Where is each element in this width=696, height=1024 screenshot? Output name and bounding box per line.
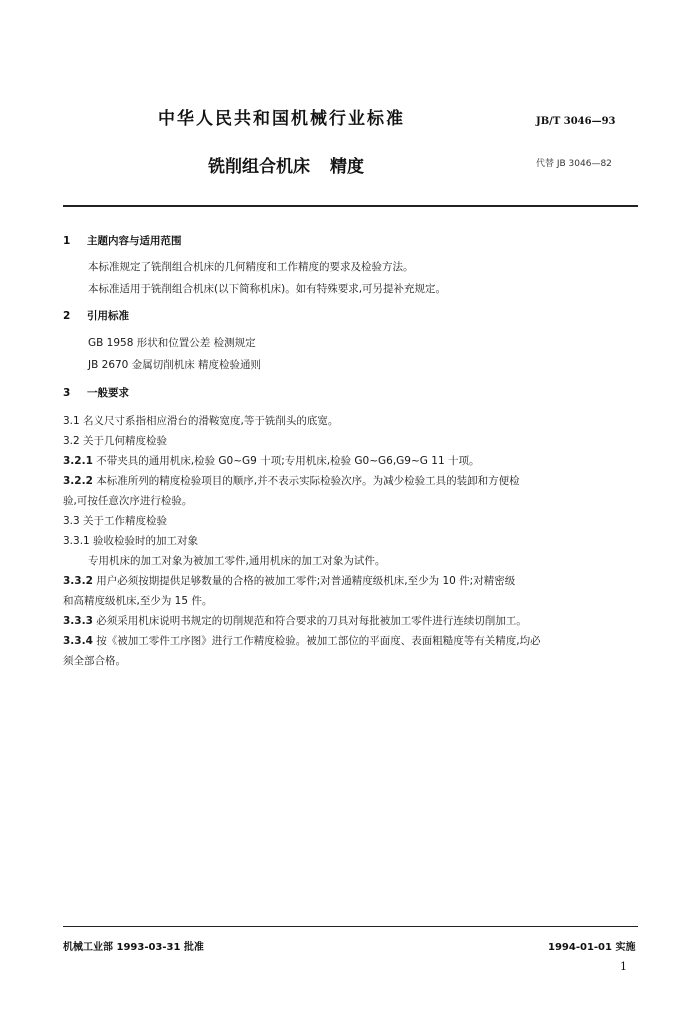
clause-3-3-3-number: 3.3.3 bbox=[63, 615, 93, 627]
clause-3-3-4-text-line-2: 须全部合格。 bbox=[63, 655, 126, 667]
clause-3-2-1-number: 3.2.1 bbox=[63, 455, 93, 467]
clause-3-2-2-number: 3.2.2 bbox=[63, 475, 93, 487]
reference-gb-1958: GB 1958 形状和位置公差 检测规定 bbox=[88, 337, 256, 349]
clause-3-3-2-text-line-2: 和高精度级机床,至少为 15 件。 bbox=[63, 595, 213, 607]
clause-3-2-2-text-line-1: 本标准所列的精度检验项目的顺序,并不表示实际检验次序。为减少检验工具的装卸和方便检 bbox=[92, 475, 520, 487]
clause-3-2-1 bbox=[63, 453, 479, 468]
section-1-paragraph-2: 本标准适用于铣削组合机床(以下简称机床)。如有特殊要求,可另提补充规定。 bbox=[88, 283, 447, 295]
standard-code: JB/T 3046—93 bbox=[536, 116, 616, 127]
section-1-title: 主题内容与适用范围 bbox=[87, 235, 182, 247]
clause-3-3-4-number: 3.3.4 bbox=[63, 635, 93, 647]
replaces-note: 代替 JB 3046—82 bbox=[536, 159, 612, 169]
clause-3-3-4-text-line-1: 按《被加工零件工序图》进行工作精度检验。被加工部位的平面度、表面粗糙度等有关精度,均必 bbox=[92, 635, 541, 647]
clause-3-3-3-text: 必须采用机床说明书规定的切削规范和符合要求的刀具对每批被加工零件进行连续切削加工。 bbox=[92, 615, 527, 627]
reference-jb-2670: JB 2670 金属切削机床 精度检验通则 bbox=[88, 359, 262, 371]
section-2-title: 引用标准 bbox=[87, 310, 129, 322]
section-1-heading bbox=[63, 233, 182, 248]
clause-3-3-2-text-line-1: 用户必须按期提供足够数量的合格的被加工零件;对普通精度级机床,至少为 10 件;对精密级 bbox=[92, 575, 516, 587]
section-2-number: 2 bbox=[63, 310, 71, 322]
clause-3-2: 3.2 关于几何精度检验 bbox=[63, 435, 168, 447]
clause-3-2-2-text-line-2: 验,可按任意次序进行检验。 bbox=[63, 495, 193, 507]
section-3-heading bbox=[63, 385, 129, 400]
document-title-sub: 精度 bbox=[330, 157, 364, 177]
page-number: 1 bbox=[620, 960, 627, 973]
clause-3-3-2 bbox=[63, 573, 515, 588]
clause-3-3-3 bbox=[63, 613, 527, 628]
clause-3-3-4 bbox=[63, 633, 541, 648]
implementation-date: 1994-01-01 实施 bbox=[548, 942, 636, 953]
clause-3-2-1-text: 不带夹具的通用机床,检验 G0~G9 十项;专用机床,检验 G0~G6,G9~G 11 十项。 bbox=[92, 455, 480, 467]
clause-3-3-1-paragraph: 专用机床的加工对象为被加工零件,通用机床的加工对象为试件。 bbox=[88, 555, 386, 567]
clause-3-1: 3.1 名义尺寸系指相应滑台的滑鞍宽度,等于铣削头的底宽。 bbox=[63, 415, 339, 427]
section-3-number: 3 bbox=[63, 387, 71, 399]
clause-3-2-2 bbox=[63, 473, 520, 488]
clause-3-3-2-number: 3.3.2 bbox=[63, 575, 93, 587]
clause-3-3-1: 3.3.1 验收检验时的加工对象 bbox=[63, 535, 199, 547]
document-title-main: 铣削组合机床 bbox=[208, 157, 310, 177]
document-title bbox=[208, 152, 364, 177]
header-divider bbox=[63, 205, 638, 207]
clause-3-3: 3.3 关于工作精度检验 bbox=[63, 515, 168, 527]
section-3-title: 一般要求 bbox=[87, 387, 129, 399]
section-1-paragraph-1: 本标准规定了铣削组合机床的几何精度和工作精度的要求及检验方法。 bbox=[88, 261, 414, 273]
approval-note: 机械工业部 1993-03-31 批准 bbox=[63, 942, 204, 953]
standard-title: 中华人民共和国机械行业标准 bbox=[158, 109, 405, 129]
section-2-heading bbox=[63, 308, 129, 323]
footer-divider bbox=[63, 926, 638, 927]
section-1-number: 1 bbox=[63, 235, 71, 247]
